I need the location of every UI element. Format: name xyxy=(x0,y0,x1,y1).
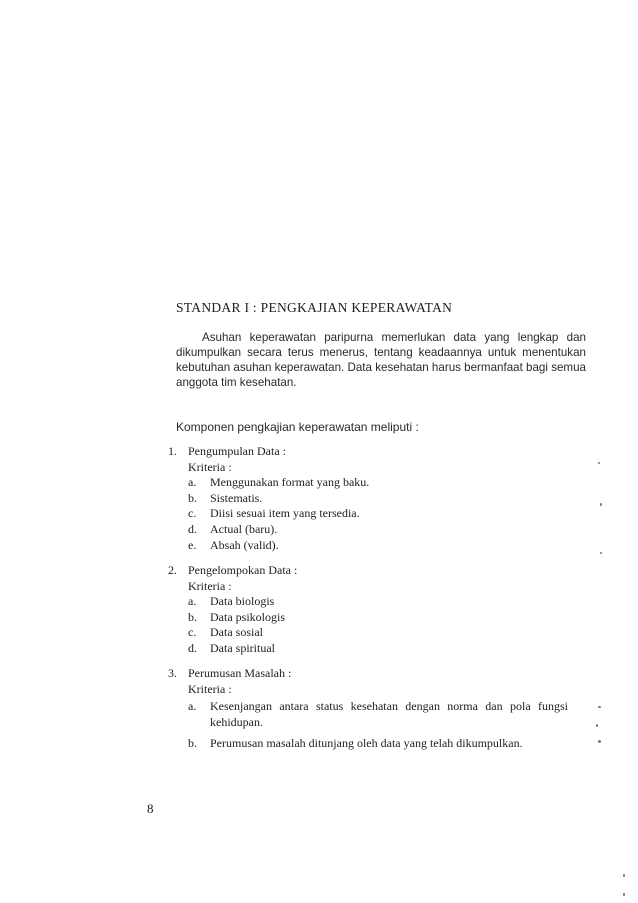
section-number: 1. xyxy=(168,444,177,458)
item-text: Menggunakan format yang baku. xyxy=(210,475,370,490)
section-perumusan-masalah xyxy=(168,666,568,752)
item-letter: a. xyxy=(188,475,197,490)
item-letter: a. xyxy=(188,594,197,609)
item-letter: c. xyxy=(188,625,197,640)
criteria-label: Kriteria : xyxy=(188,578,232,593)
list-item xyxy=(168,475,568,491)
scan-speck xyxy=(623,893,625,896)
section-title: Pengelompokan Data : xyxy=(188,563,298,577)
list-item xyxy=(168,506,568,522)
item-text: Sistematis. xyxy=(210,490,263,505)
intro-paragraph: Asuhan keperawatan paripurna memerlukan data yang lengkap dan dikumpulkan secara terus menerus, tentang keadaannya untuk menentukan kebutuhan asuhan keperawatan. Data kesehatan harus bermanfaat bagi semua anggota tim kesehatan. xyxy=(176,331,586,389)
criteria-label: Kriteria : xyxy=(188,459,232,474)
list-item xyxy=(168,736,568,752)
item-letter: b. xyxy=(188,609,197,624)
item-text: Absah (valid). xyxy=(210,537,279,552)
list-item xyxy=(168,594,568,610)
item-text: Actual (baru). xyxy=(210,521,278,536)
list-item xyxy=(168,699,568,730)
page-number: 8 xyxy=(147,801,154,816)
section-number: 2. xyxy=(168,563,177,577)
item-letter: b. xyxy=(188,736,197,751)
item-text: Data biologis xyxy=(210,594,275,609)
item-letter: a. xyxy=(188,699,197,714)
page-heading: STANDAR I : PENGKAJIAN KEPERAWATAN xyxy=(176,300,453,315)
section-pengelompokan-data xyxy=(168,563,568,657)
scan-speck xyxy=(598,740,601,743)
scan-speck xyxy=(598,462,600,464)
section-pengumpulan-data xyxy=(168,444,568,553)
scan-speck xyxy=(623,874,625,877)
scan-speck xyxy=(598,706,601,708)
item-text: Data sosial xyxy=(210,625,263,640)
item-text: Perumusan masalah ditunjang oleh data yang telah dikumpulkan. xyxy=(210,736,523,751)
list-item xyxy=(168,522,568,538)
list-item xyxy=(168,538,568,554)
scan-speck xyxy=(600,503,602,506)
item-letter: e. xyxy=(188,537,197,552)
item-text: Diisi sesuai item yang tersedia. xyxy=(210,506,360,521)
item-text: Kesenjangan antara status kesehatan dengan norma dan pola fungsi kehidupan. xyxy=(210,699,568,729)
section-title: Pengumpulan Data : xyxy=(188,444,286,458)
scan-speck xyxy=(596,724,598,727)
item-letter: d. xyxy=(188,640,197,655)
item-letter: b. xyxy=(188,490,197,505)
components-intro: Komponen pengkajian keperawatan meliputi : xyxy=(176,420,419,434)
list-item xyxy=(168,491,568,507)
section-title: Perumusan Masalah : xyxy=(188,666,292,680)
scan-speck xyxy=(600,552,602,554)
list-item xyxy=(168,641,568,657)
item-text: Data spiritual xyxy=(210,640,275,655)
item-text: Data psikologis xyxy=(210,609,285,624)
item-letter: d. xyxy=(188,521,197,536)
section-number: 3. xyxy=(168,666,177,680)
list-item xyxy=(168,625,568,641)
item-letter: c. xyxy=(188,506,197,521)
criteria-label: Kriteria : xyxy=(188,681,232,696)
list-item xyxy=(168,610,568,626)
